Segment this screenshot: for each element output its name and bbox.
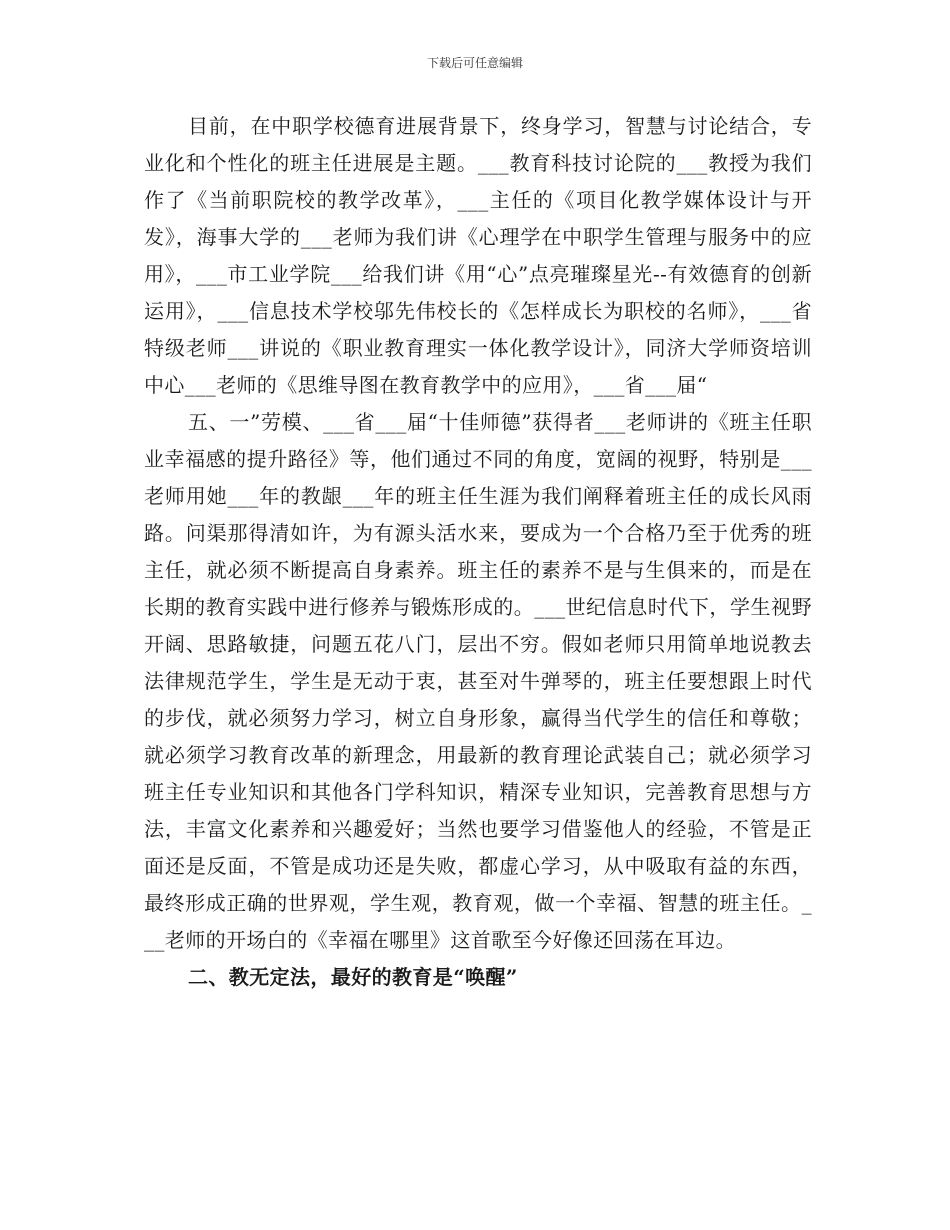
page-header-note: 下载后可任意编辑 (426, 56, 523, 70)
document-body (144, 108, 812, 996)
section-heading: 二、教无定法，最好的教育是“唤醒” (188, 965, 518, 989)
paragraph-2: 五、一”劳模、___省___届“十佳师德”获得者___老师讲的《班主任职业幸福感的提升路径》等，他们通过不同的角度，宽阔的视野，特别是___老师用她___年的教龈___年的班主任生涯为我们阐释着班主任的成长风雨路。问渠那得清如许，为有源头活水来，要成为一个合格乃至于优秀的班主任，就必须不断提高自身素养。班主任的素养不是与生俱来的，而是在长期的教育实践中进行修养与锻炼形成的。___世纪信息时代下，学生视野开阔、思路敏捷，问题五花八门，层出不穷。假如老师只用简单地说教去法律规范学生，学生是无动于衷，甚至对牛弹琴的，班主任要想跟上时代的步伐，就必须努力学习，树立自身形象，赢得当代学生的信任和尊敬；就必须学习教育改革的新理念，用最新的教育理论武装自己；就必须学习班主任专业知识和其他各门学科知识，精深专业知识，完善教育思想与方法，丰富文化素养和兴趣爱好；当然也要学习借鉴他人的经验，不管是正面还是反面，不管是成功还是失败，都虚心学习，从中吸取有益的东西，最终形成正确的世界观，学生观，教育观，做一个幸福、智慧的班主任。___老师的开场白的《幸福在哪里》这首歌至今好像还回荡在耳边。 (144, 410, 812, 952)
paragraph-1: 目前，在中职学校德育进展背景下，终身学习，智慧与讨论结合，专业化和个性化的班主任进展是主题。___教育科技讨论院的___教授为我们作了《当前职院校的教学改革》，___主任的《项目化教学媒体设计与开发》，海事大学的___老师为我们讲《心理学在中职学生管理与服务中的应用》，___市工业学院___给我们讲《用“心”点亮璀璨星光--有效德育的创新运用》，___信息技术学校邬先伟校长的《怎样成长为职校的名师》，___省特级老师___讲说的《职业教育理实一体化教学设计》，同济大学师资培训中心___老师的《思维导图在教育教学中的应用》，___省___届“ (144, 114, 812, 397)
